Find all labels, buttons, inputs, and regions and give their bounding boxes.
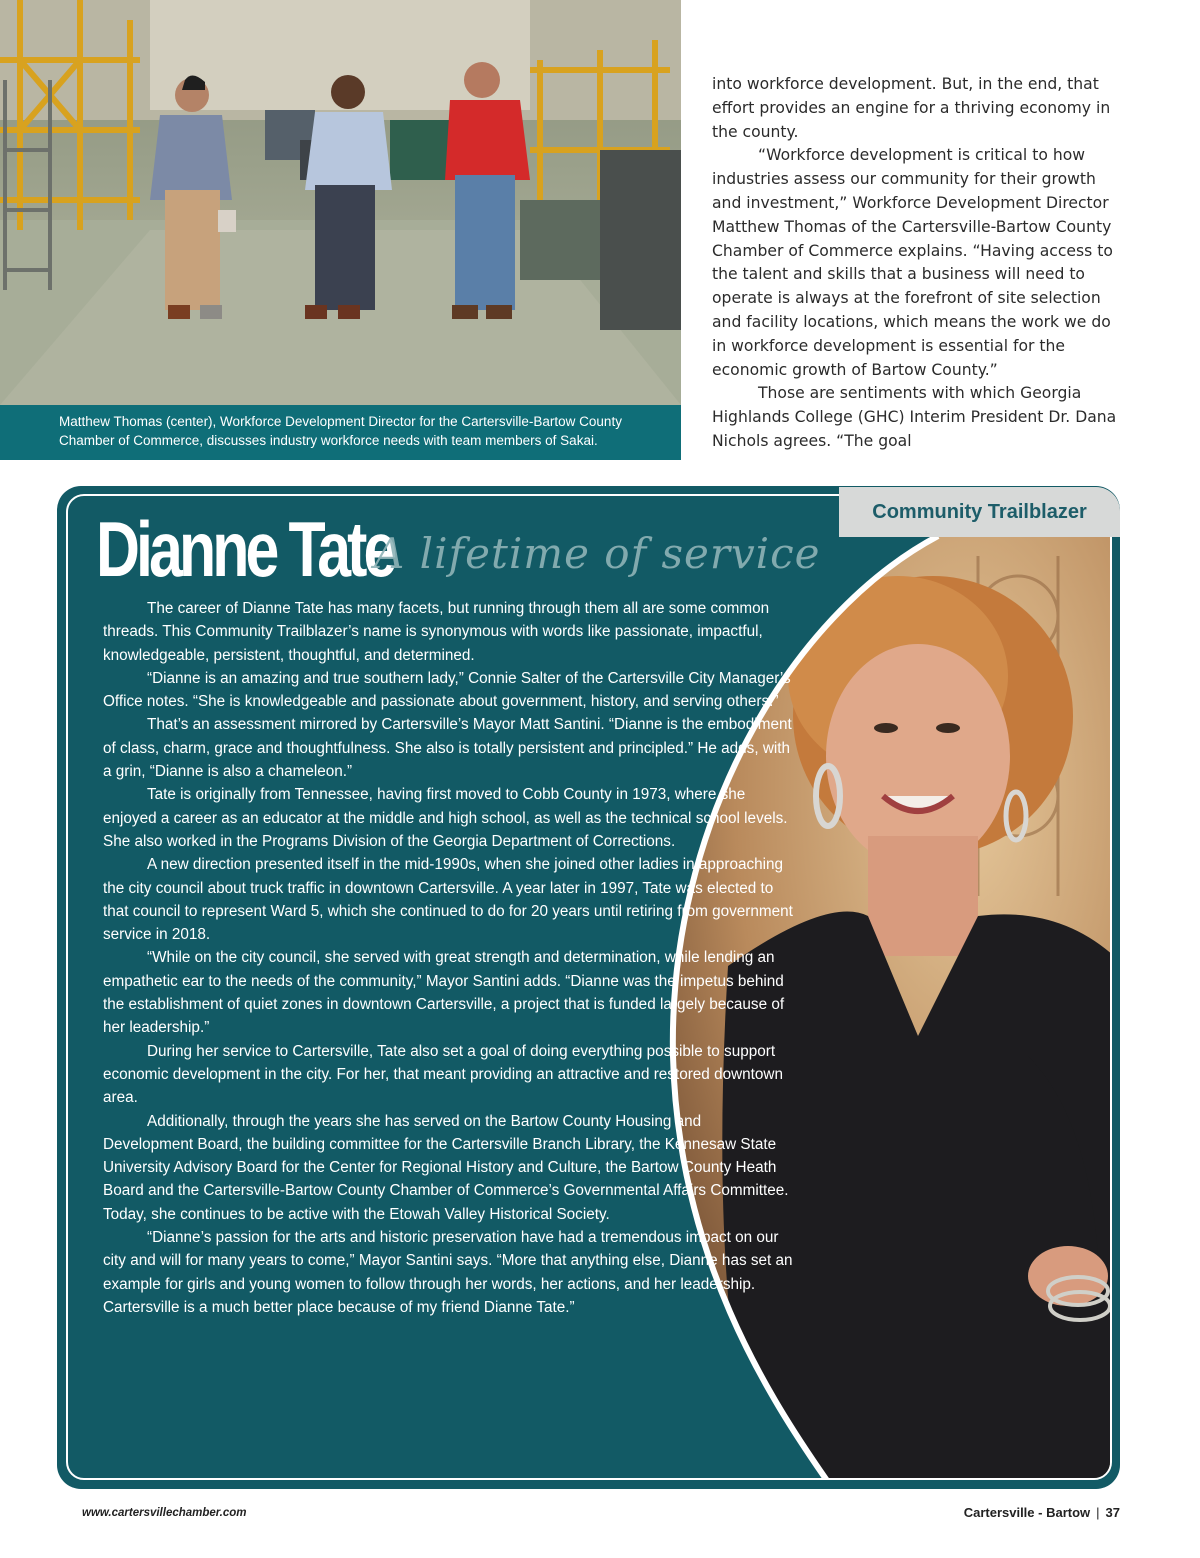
feature-title: Dianne Tate bbox=[96, 505, 394, 593]
article-continuation bbox=[712, 73, 1127, 454]
paragraph: “Workforce development is critical to how industries assess our community for their growth and investment,” Workforce Development Director Matthew Thomas of the Cartersville-Bartow County Chamber of Commerce explains. “Having access to the talent and skills that a business will need to operate is always at the forefront of site selection and facility locations, which means the work we do in workforce development is essential for the economic growth of Bartow County.” bbox=[712, 146, 1113, 379]
feature-story bbox=[103, 597, 793, 1319]
workforce-photo bbox=[0, 0, 681, 405]
paragraph: A new direction presented itself in the mid-1990s, when she joined other ladies in approaching the city council about truck traffic in downtown Cartersville. A year later in 1997, Tate was elected to that council to represent Ward 5, which she continued to do for 20 years until retiring from government service in 2018. bbox=[103, 856, 793, 944]
photo-caption: Matthew Thomas (center), Workforce Development Director for the Cartersville-Bartow County Chamber of Commerce, discusses industry workforce needs with team members of Sakai. bbox=[0, 405, 681, 460]
paragraph: During her service to Cartersville, Tate also set a goal of doing everything possible to support economic development in the city. For her, that meant providing an attractive and restored downtown area. bbox=[103, 1042, 783, 1107]
paragraph: “While on the city council, she served with great strength and determination, while lending an empathetic ear to the needs of the community,” Mayor Santini adds. “Dianne was the impetus behind the establishment of quiet zones in downtown Cartersville, a project that is funded largely because of her leadership.” bbox=[103, 949, 785, 1037]
paragraph: That’s an assessment mirrored by Cartersville’s Mayor Matt Santini. “Dianne is the embodiment of class, charm, grace and thoughtfulness. She also is totally persistent and principled.” He adds, with a grin, “Dianne is also a chameleon.” bbox=[103, 716, 792, 781]
paragraph: “Dianne is an amazing and true southern lady,” Connie Salter of the Cartersville City Manager’s Office notes. “She is knowledgeable and passionate about government, history, and serving others.” bbox=[103, 669, 791, 711]
paragraph: “Dianne’s passion for the arts and historic preservation have had a tremendous impact on our city and will for many years to come,” Mayor Santini says. “More that anything else, Dianne has set an example for girls and young women to follow through her words, her actions, and her leadership. Cartersville is a much better place because of my friend Dianne Tate.” bbox=[103, 1229, 793, 1316]
section-tag-label: Community Trailblazer bbox=[872, 500, 1087, 523]
paragraph: The career of Dianne Tate has many facets, but running through them all are some common threads. This Community Trailblazer’s name is synonymous with words like passionate, impactful, knowledgeable, persistent, thoughtful, and determined. bbox=[103, 600, 770, 664]
section-tag bbox=[839, 487, 1120, 537]
warehouse-scene-graphic bbox=[0, 0, 681, 405]
footer-website: www.cartersvillechamber.com bbox=[82, 1507, 247, 1519]
footer-separator: | bbox=[1096, 1505, 1100, 1520]
footer-publication bbox=[964, 1505, 1120, 1520]
paragraph: Additionally, through the years she has served on the Bartow County Housing and Development Board, the building committee for the Cartersville Branch Library, the Kennesaw State University Advisory Board for the Center for Regional History and Culture, the Bartow County Heath Board and the Cartersville-Bartow County Chamber of Commerce’s Governmental Affairs Committee. Today, she continues to be active with the Etowah Valley Historical Society. bbox=[103, 1112, 789, 1223]
paragraph: Tate is originally from Tennessee, having first moved to Cobb County in 1973, where she enjoyed a career as an educator at the middle and high school, as well as the technical school levels. She also worked in the Programs Division of the Georgia Department of Corrections. bbox=[103, 786, 788, 850]
feature-subtitle: A lifetime of service bbox=[374, 529, 821, 578]
paragraph: into workforce development. But, in the end, that effort provides an engine for a thriving economy in the county. bbox=[712, 75, 1111, 141]
paragraph: Those are sentiments with which Georgia Highlands College (GHC) Interim President Dr. Dana Nichols agrees. “The goal bbox=[712, 384, 1117, 450]
publication-name: Cartersville - Bartow bbox=[963, 1505, 1091, 1520]
page-number: 37 bbox=[1105, 1505, 1120, 1520]
